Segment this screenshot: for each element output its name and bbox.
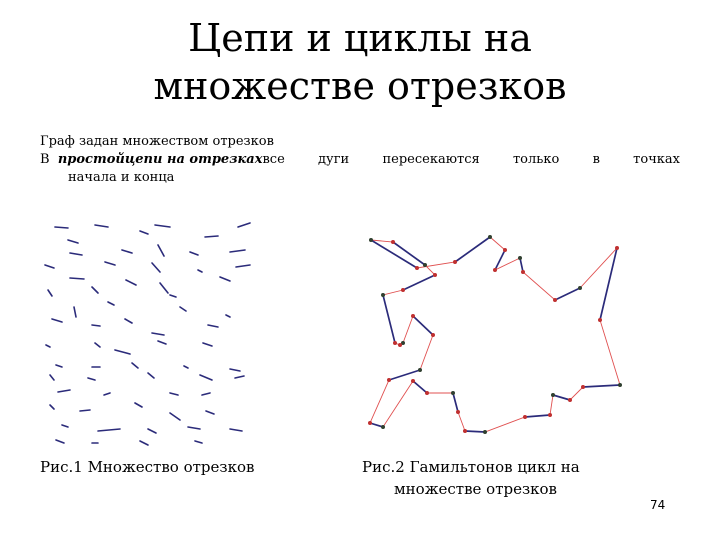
segment: [80, 410, 90, 411]
vertex: [451, 391, 455, 395]
segment: [70, 253, 82, 255]
vertex: [523, 415, 527, 419]
vertex: [598, 318, 602, 322]
segment: [198, 270, 202, 272]
cycle-segment: [389, 370, 420, 380]
segment: [190, 252, 198, 255]
caption-figure-2-line-1: Рис.2 Гамильтонов цикл на: [362, 458, 580, 476]
cycle-segment: [583, 385, 620, 387]
segment: [115, 350, 130, 354]
segment: [152, 263, 160, 272]
segment: [203, 343, 212, 346]
figure-hamiltonian-cycle: [355, 225, 645, 445]
segment: [98, 429, 120, 431]
segment: [132, 363, 138, 368]
segment: [104, 393, 110, 395]
title-line-2: множестве отрезков: [153, 64, 567, 108]
segment: [88, 378, 95, 380]
segment: [202, 393, 210, 395]
vertex: [551, 393, 555, 397]
vertex: [453, 260, 457, 264]
segment: [140, 231, 148, 234]
text-prefix: В простойцепи на отрезкахвсе: [40, 152, 285, 167]
segment: [184, 366, 188, 368]
vertex: [493, 268, 497, 272]
segment: [92, 325, 100, 326]
body-text: [40, 133, 680, 187]
vertex: [411, 379, 415, 383]
segment: [50, 375, 54, 380]
segment: [92, 287, 98, 293]
cycle-segment: [403, 275, 435, 290]
emphasis-term: простойцепи на отрезках: [57, 152, 263, 167]
vertex: [518, 256, 522, 260]
text-word: пересекаются: [382, 152, 480, 167]
segment: [45, 265, 54, 268]
segment: [236, 265, 250, 267]
cycle-segment: [413, 381, 427, 393]
segment: [170, 295, 176, 297]
vertex: [369, 238, 373, 242]
cycle-segment: [370, 423, 383, 427]
segment: [206, 411, 214, 414]
vertex: [488, 235, 492, 239]
vertex: [503, 248, 507, 252]
vertex: [401, 288, 405, 292]
segment: [235, 376, 244, 378]
vertex: [578, 286, 582, 290]
segment: [195, 441, 202, 443]
cycle-segment: [495, 250, 505, 270]
segment: [160, 283, 168, 293]
segment: [140, 441, 148, 445]
cycle-segment: [393, 242, 425, 265]
segment: [52, 319, 62, 322]
vertex: [368, 421, 372, 425]
vertex: [548, 413, 552, 417]
vertex: [553, 298, 557, 302]
segment: [148, 373, 154, 378]
caption-figure-1: Рис.1 Множество отрезков: [40, 458, 255, 476]
segment: [148, 429, 156, 433]
vertex: [411, 314, 415, 318]
segment: [170, 413, 180, 420]
segment: [95, 343, 100, 347]
cycle-segment: [525, 415, 550, 417]
cycle-segment: [413, 316, 433, 335]
segment: [200, 375, 212, 380]
segment: [205, 236, 218, 237]
cycle-segment: [453, 393, 458, 412]
vertex: [391, 240, 395, 244]
cycle-segment: [600, 248, 617, 320]
segment: [122, 250, 132, 253]
title-line-1: Цепи и циклы на: [188, 16, 532, 60]
text-word: дуги: [318, 152, 350, 167]
segment: [58, 390, 70, 392]
segment: [226, 315, 230, 317]
vertex: [431, 333, 435, 337]
segment: [56, 440, 64, 443]
vertex: [393, 341, 397, 345]
caption-figure-2-line-2: множестве отрезков: [394, 480, 558, 498]
segment: [70, 278, 84, 279]
segment: [230, 250, 245, 252]
text-line-2: [40, 151, 680, 169]
segment: [220, 277, 230, 281]
vertex: [381, 293, 385, 297]
cycle-segment: [520, 258, 523, 272]
figure-segments: [40, 215, 270, 455]
vertex: [568, 398, 572, 402]
cycle-segment: [553, 395, 570, 400]
text-word: в: [592, 152, 600, 167]
vertex: [521, 270, 525, 274]
vertex: [618, 383, 622, 387]
segment: [155, 225, 170, 227]
segment: [105, 262, 115, 265]
segment: [62, 425, 68, 427]
segment: [74, 307, 76, 317]
segment: [125, 319, 132, 323]
vertex: [415, 266, 419, 270]
segment: [126, 280, 136, 285]
vertex: [381, 425, 385, 429]
vertex: [423, 263, 427, 267]
vertex: [433, 273, 437, 277]
vertex: [581, 385, 585, 389]
vertex: [483, 430, 487, 434]
segment: [56, 365, 62, 367]
segment: [158, 341, 166, 344]
segment: [50, 405, 54, 409]
segment: [46, 345, 50, 347]
vertex: [398, 343, 402, 347]
text-line-1: Граф задан множеством отрезков: [40, 134, 274, 149]
vertex: [456, 410, 460, 414]
text-word: все: [262, 152, 285, 167]
vertex: [615, 246, 619, 250]
cycle-path: [370, 237, 620, 432]
segment: [188, 427, 200, 429]
cycle-segment: [555, 288, 580, 300]
segment: [180, 307, 186, 311]
segment: [238, 223, 250, 227]
text-word: точках: [633, 152, 680, 167]
segment: [230, 369, 240, 371]
slide-title: [0, 14, 720, 110]
segment: [230, 429, 242, 431]
vertex: [387, 378, 391, 382]
segment: [55, 227, 68, 228]
cycle-segment: [455, 237, 490, 262]
segment: [108, 302, 114, 305]
segment: [208, 325, 218, 327]
segment: [135, 403, 142, 407]
text-word: только: [512, 152, 560, 167]
text-line-3: начала и конца: [68, 170, 175, 185]
vertex: [425, 391, 429, 395]
segment: [170, 393, 178, 395]
segment: [95, 225, 108, 227]
slide-number: 74: [650, 498, 666, 512]
segment: [158, 245, 164, 256]
cycle-segment: [465, 431, 485, 432]
cycle-segment: [383, 295, 395, 343]
vertex: [418, 368, 422, 372]
segment: [152, 333, 164, 335]
segment: [48, 290, 52, 296]
vertex: [463, 429, 467, 433]
segment: [68, 240, 78, 243]
